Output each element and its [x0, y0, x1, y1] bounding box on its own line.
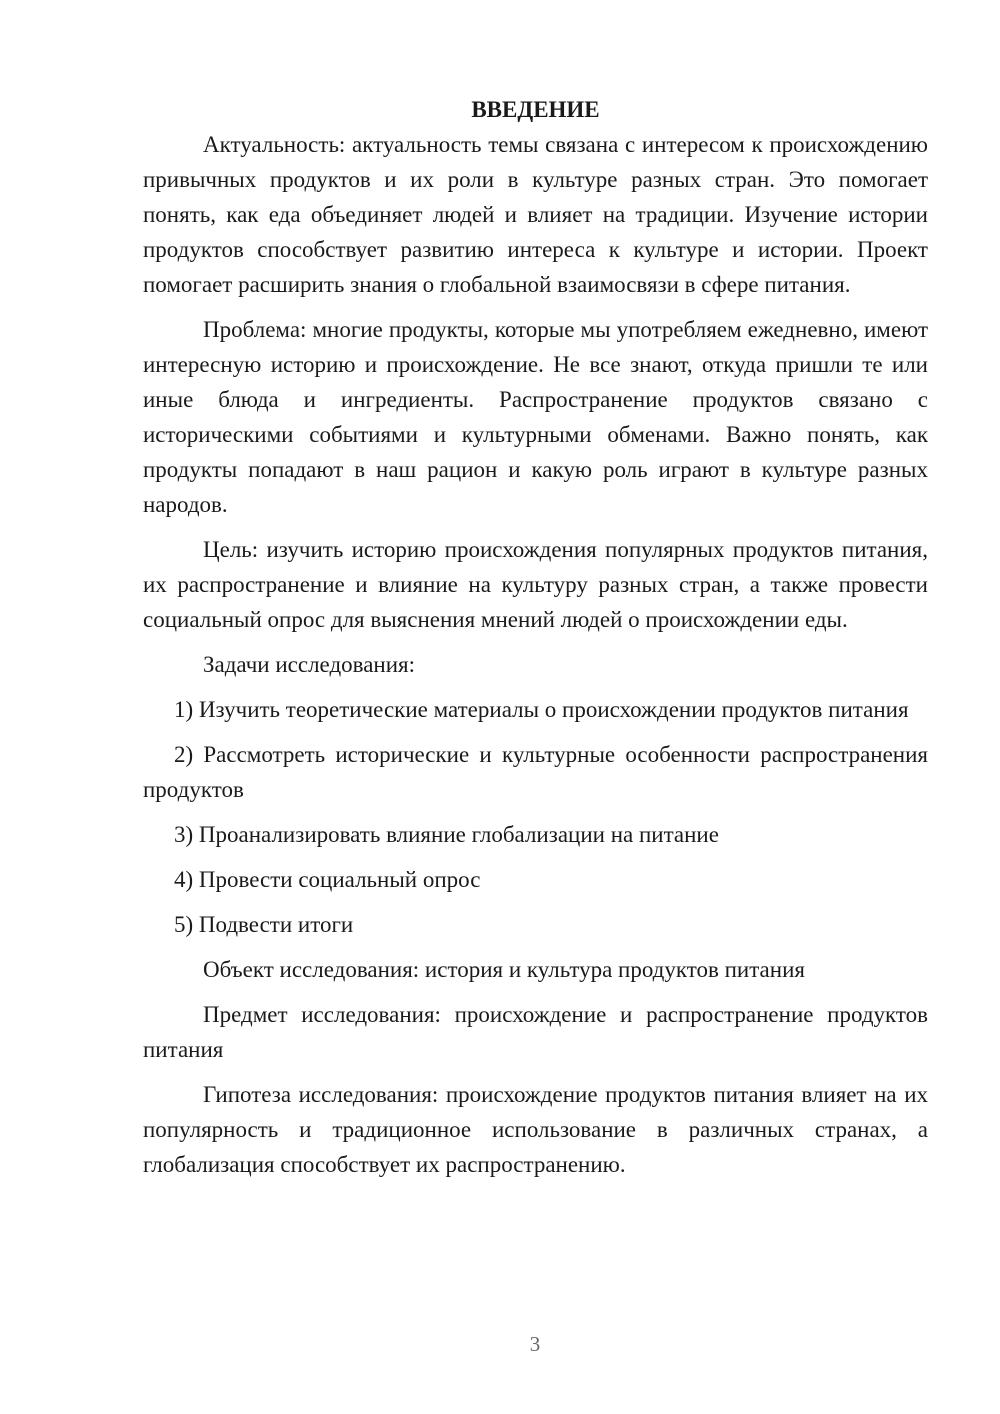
page-number: 3 — [529, 1332, 541, 1356]
goal-paragraph: Цель: изучить историю происхождения популярных продуктов питания, их распространение и влияние на культуру разных стран, а также провести социальный опрос для выяснения мнений людей о происхождении еды. — [143, 537, 928, 632]
tasks-title: Задачи исследования: — [203, 652, 416, 677]
relevance-paragraph: Актуальность: актуальность темы связана с интересом к происхождению привычных продуктов и их роли в культуре разных стран. Это помогает понять, как еда объединяет людей и влияет на традиции. Изучение истории продуктов способствует развитию интереса к культуре и истории. Проект помогает расширить знания о глобальной взаимосвязи в сфере питания. — [143, 132, 928, 297]
task-item-1: 1) Изучить теоретические материалы о происхождении продуктов питания — [174, 697, 909, 722]
problem-paragraph: Проблема: многие продукты, которые мы употребляем ежедневно, имеют интересную историю и происхождение. Не все знают, откуда пришли те или иные блюда и ингредиенты. Распространение продуктов связано с историческими событиями и культурными обменами. Важно понять, как продукты попадают в наш рацион и какую роль играют в культуре разных народов. — [143, 317, 928, 517]
document-page — [143, 92, 928, 1182]
hypothesis-paragraph: Гипотеза исследования: происхождение продуктов питания влияет на их популярность и традиционное использование в различных странах, а глобализация способствует их распространению. — [143, 1082, 928, 1177]
task-item-3: 3) Проанализировать влияние глобализации на питание — [174, 822, 719, 847]
object-paragraph: Объект исследования: история и культура продуктов питания — [203, 957, 805, 982]
task-item-5: 5) Подвести итоги — [174, 912, 354, 937]
section-heading: ВВЕДЕНИЕ — [471, 97, 600, 122]
subject-paragraph: Предмет исследования: происхождение и распространение продуктов питания — [143, 1002, 928, 1062]
task-item-4: 4) Провести социальный опрос — [174, 867, 481, 892]
task-item-2: 2) Рассмотреть исторические и культурные особенности распространения продуктов — [143, 742, 928, 802]
